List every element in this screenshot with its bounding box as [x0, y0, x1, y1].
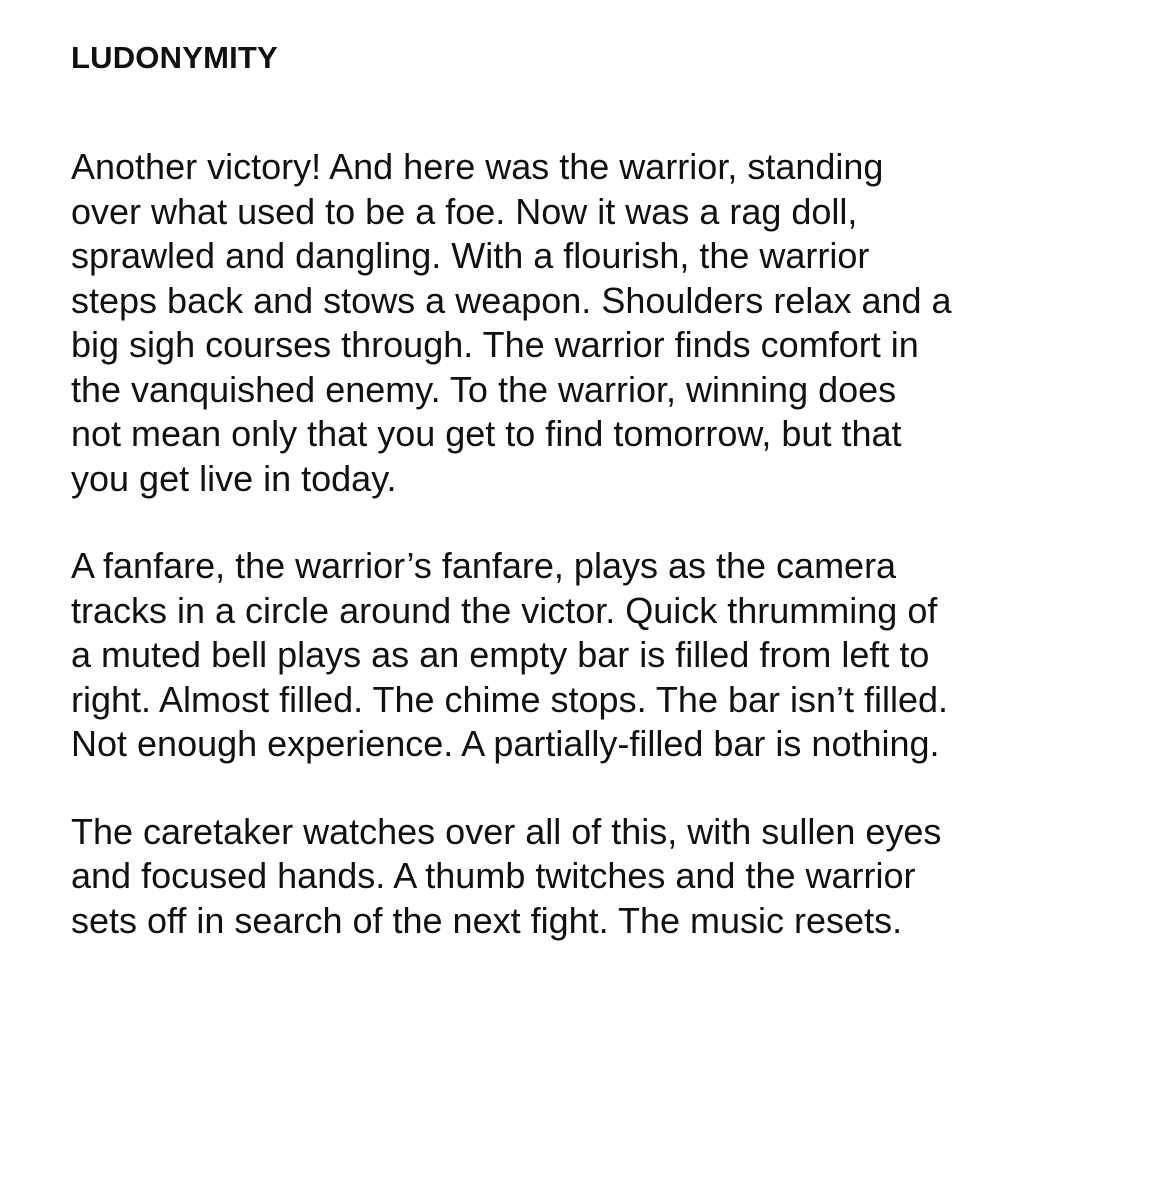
paragraph-line: tracks in a circle around the victor. Quick thrumming of — [71, 589, 938, 631]
paragraph-line: the vanquished enemy. To the warrior, winning does — [71, 368, 897, 410]
document-title: LUDONYMITY — [71, 40, 278, 75]
paragraph-1 — [71, 145, 1131, 501]
paragraph-line: Not enough experience. A partially-filled bar is nothing. — [71, 723, 940, 764]
paragraph-line: over what used to be a foe. Now it was a rag doll, — [71, 190, 858, 232]
paragraph-line: sets off in search of the next fight. The music resets. — [71, 899, 903, 941]
paragraph-line: sprawled and dangling. With a flourish, the warrior — [71, 235, 870, 276]
paragraph-3 — [71, 810, 1131, 944]
paragraph-line: not mean only that you get to find tomorrow, but that — [71, 413, 902, 454]
paragraph-line: right. Almost filled. The chime stops. The bar isn’t filled. — [71, 678, 949, 720]
paragraph-line: A fanfare, the warrior’s fanfare, plays as the camera — [71, 545, 897, 586]
paragraph-line: The caretaker watches over all of this, with sullen eyes — [71, 810, 942, 852]
paragraph-line: a muted bell plays as an empty bar is filled from left to — [71, 634, 930, 675]
paragraph-line: Another victory! And here was the warrior, standing — [71, 146, 884, 187]
document-page — [71, 38, 1131, 943]
paragraph-line: you get live in today. — [71, 457, 397, 499]
paragraph-line: and focused hands. A thumb twitches and the warrior — [71, 855, 916, 896]
paragraph-line: steps back and stows a weapon. Shoulders relax and a — [71, 279, 952, 321]
paragraph-2 — [71, 544, 1131, 767]
paragraph-line: big sigh courses through. The warrior finds comfort in — [71, 324, 919, 365]
